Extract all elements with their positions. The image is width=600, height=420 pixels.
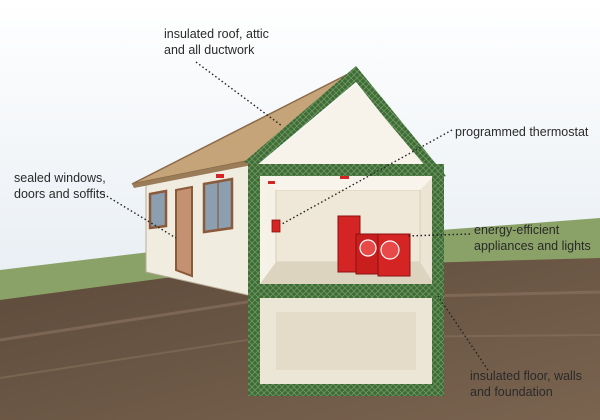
label-thermostat xyxy=(455,124,588,140)
window-left xyxy=(150,191,166,228)
wall-light xyxy=(216,174,224,178)
label-roof-line2: and all ductwork xyxy=(164,43,255,57)
left-wall-insulation xyxy=(248,164,260,396)
label-foundation xyxy=(470,368,582,400)
label-thermostat-line1: programmed thermostat xyxy=(455,125,589,139)
right-wall-insulation xyxy=(432,164,444,396)
basement-floor-insulation xyxy=(248,384,444,396)
label-foundation-line2: and foundation xyxy=(470,385,553,399)
label-roof xyxy=(164,26,269,58)
label-roof-line1: insulated roof, attic xyxy=(164,27,269,41)
label-foundation-line1: insulated floor, walls xyxy=(470,369,582,383)
label-windows xyxy=(14,170,106,202)
washer-door xyxy=(360,240,376,256)
dryer-door xyxy=(381,241,399,259)
basement-back xyxy=(276,312,416,370)
label-windows-line1: sealed windows, xyxy=(14,171,106,185)
label-appliances xyxy=(474,222,591,254)
label-appliances-line2: appliances and lights xyxy=(474,239,591,253)
ceiling-light-center xyxy=(340,176,349,179)
label-appliances-line1: energy-efficient xyxy=(474,223,560,237)
label-windows-line2: doors and soffits xyxy=(14,187,106,201)
floor-insulation xyxy=(248,284,444,298)
ceiling-light-left xyxy=(268,181,275,184)
attic-floor-insulation xyxy=(250,164,440,176)
thermostat-device xyxy=(272,220,280,232)
door xyxy=(176,187,192,276)
